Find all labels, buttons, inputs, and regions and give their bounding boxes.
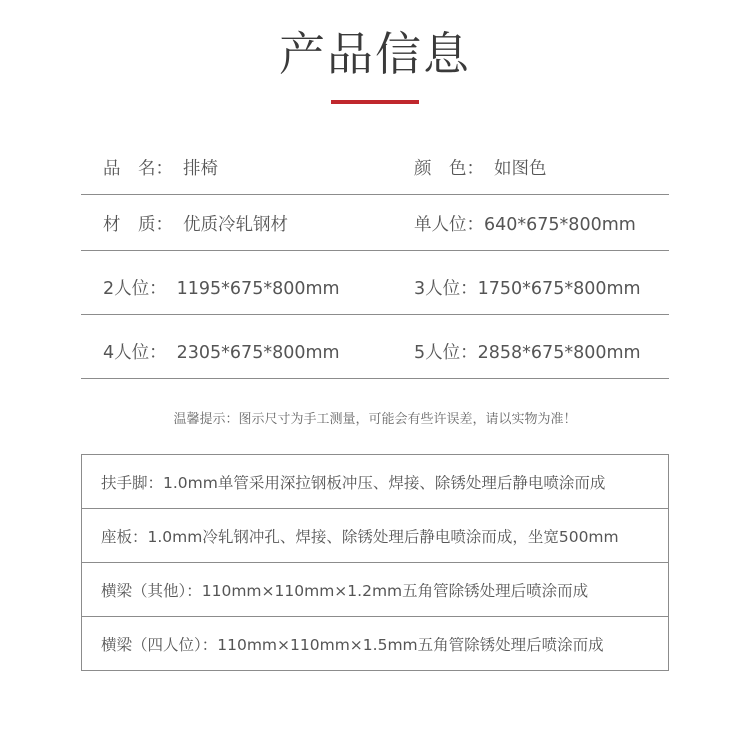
title-underline bbox=[331, 100, 419, 104]
spec-row bbox=[81, 251, 669, 315]
spec-row bbox=[81, 315, 669, 379]
spec-value: 2305*675*800mm bbox=[176, 343, 340, 363]
spec-cell-4-seat bbox=[103, 339, 340, 364]
spec-row bbox=[81, 195, 669, 251]
spec-value: 2858*675*800mm bbox=[477, 343, 641, 363]
detail-row-seat-board: 座板：1.0mm冷轧钢冲孔、焊接、除锈处理后静电喷涂而成，坐宽500mm bbox=[82, 509, 668, 563]
spec-cell-name bbox=[103, 155, 218, 180]
spec-row bbox=[81, 140, 669, 195]
spec-cell-color bbox=[414, 155, 547, 180]
spec-label: 品 名： bbox=[103, 159, 173, 179]
spec-value: 优质冷轧钢材 bbox=[183, 215, 288, 235]
detail-box bbox=[81, 454, 669, 671]
spec-label: 2人位： bbox=[103, 279, 167, 299]
spec-cell-single-seat bbox=[414, 211, 636, 236]
spec-value: 1195*675*800mm bbox=[176, 279, 340, 299]
spec-value: 排椅 bbox=[183, 159, 218, 179]
spec-cell-material bbox=[103, 211, 288, 236]
spec-label: 材 质： bbox=[103, 215, 173, 235]
spec-cell-2-seat bbox=[103, 275, 340, 300]
detail-row-armrest: 扶手脚：1.0mm单管采用深拉钢板冲压、焊接、除锈处理后静电喷涂而成 bbox=[82, 455, 668, 509]
page-title: 产品信息 bbox=[279, 27, 471, 81]
measurement-tip: 温馨提示：图示尺寸为手工测量，可能会有些许误差，请以实物为准！ bbox=[173, 412, 577, 427]
spec-value: 640*675*800mm bbox=[484, 215, 636, 235]
detail-row-beam-four-seat: 横梁（四人位）：110mm×110mm×1.5mm五角管除锈处理后喷涂而成 bbox=[101, 635, 604, 654]
spec-label: 5人位： bbox=[414, 343, 478, 363]
spec-value: 1750*675*800mm bbox=[477, 279, 641, 299]
spec-label: 颜 色： bbox=[414, 159, 484, 179]
spec-label: 4人位： bbox=[103, 343, 167, 363]
detail-row-beam-other: 横梁（其他）：110mm×110mm×1.2mm五角管除锈处理后喷涂而成 bbox=[82, 563, 668, 617]
spec-table bbox=[81, 140, 669, 379]
spec-label: 单人位： bbox=[414, 215, 484, 235]
spec-cell-3-seat bbox=[414, 275, 641, 300]
spec-cell-5-seat bbox=[414, 339, 641, 364]
spec-value: 如图色 bbox=[494, 159, 547, 179]
spec-label: 3人位： bbox=[414, 279, 478, 299]
